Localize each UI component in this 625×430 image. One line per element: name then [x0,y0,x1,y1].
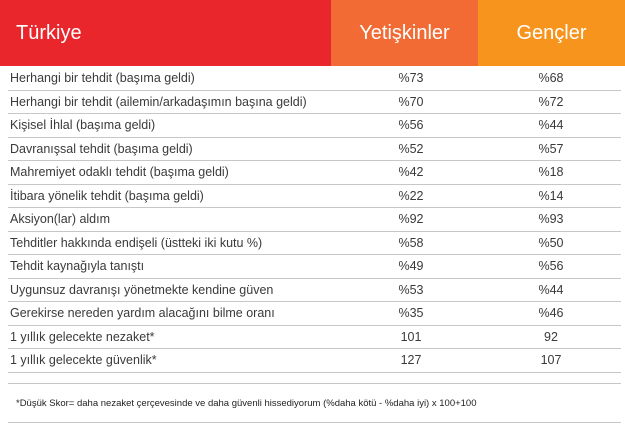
youth-value: %44 [538,118,564,132]
table-row [8,114,621,138]
table-row [8,255,621,279]
row-label: 1 yıllık gelecekte güvenlik* [10,353,157,367]
youth-value: %50 [538,235,564,250]
adults-value: %35 [398,306,424,320]
adults-value: %42 [398,165,424,179]
table-row [8,67,621,91]
column-header-youth: Gençler [478,0,625,66]
youth-value: %18 [538,165,564,179]
adults-value: 127 [400,353,422,367]
youth-value: %93 [538,212,564,226]
row-label: Gerekirse nereden yardım alacağını bilme oranı [10,306,275,320]
table-row [8,138,621,162]
table-row [8,208,621,232]
row-label: 1 yıllık gelecekte nezaket* [10,329,155,344]
table-body [8,67,621,373]
row-label: Davranışsal tehdit (başıma geldi) [10,141,193,156]
youth-value: %14 [538,188,564,203]
table-row [8,279,621,303]
table-row [8,91,621,115]
row-label: Tehdit kaynağıyla tanıştı [10,259,145,273]
row-label: Mahremiyet odaklı tehdit (başıma geldi) [10,165,229,179]
adults-value: %53 [398,282,424,297]
adults-value: %92 [398,212,424,226]
row-label: Aksiyon(lar) aldım [10,212,111,226]
table-header [0,0,625,66]
table-row [8,185,621,209]
adults-value: %22 [398,188,424,203]
youth-value: 92 [544,329,558,344]
row-label: İtibara yönelik tehdit (başıma geldi) [10,188,204,203]
table-row [8,302,621,326]
youth-value: %46 [538,306,564,320]
adults-value: %56 [398,118,424,132]
adults-value: 101 [400,329,422,344]
adults-value: %70 [398,94,424,109]
row-label: Kişisel İhlal (başıma geldi) [10,118,156,132]
adults-value: %73 [398,71,424,85]
country-title: Türkiye [0,0,331,66]
table-row [8,161,621,185]
youth-value: %56 [538,259,564,273]
row-label: Uygunsuz davranışı yönetmekte kendine güven [10,282,274,297]
row-label: Herhangi bir tehdit (başıma geldi) [10,71,195,85]
adults-value: %49 [398,259,424,273]
youth-value: 107 [540,353,562,367]
youth-value: %44 [538,282,564,297]
youth-value: %68 [538,71,564,85]
adults-value: %58 [398,235,424,250]
table-row [8,326,621,350]
youth-value: %57 [538,141,564,156]
column-header-adults: Yetişkinler [331,0,478,66]
row-label: Herhangi bir tehdit (ailemin/arkadaşımın başına geldi) [10,94,307,109]
table-row [8,232,621,256]
adults-value: %52 [398,141,424,156]
table-row [8,349,621,373]
youth-value: %72 [538,94,564,109]
footnote: *Düşük Skor= daha nezaket çerçevesinde ve daha güvenli hissediyorum (%daha kötü - %daha iyi) x 100+100 [8,383,621,423]
row-label: Tehditler hakkında endişeli (üstteki iki kutu %) [10,235,263,250]
